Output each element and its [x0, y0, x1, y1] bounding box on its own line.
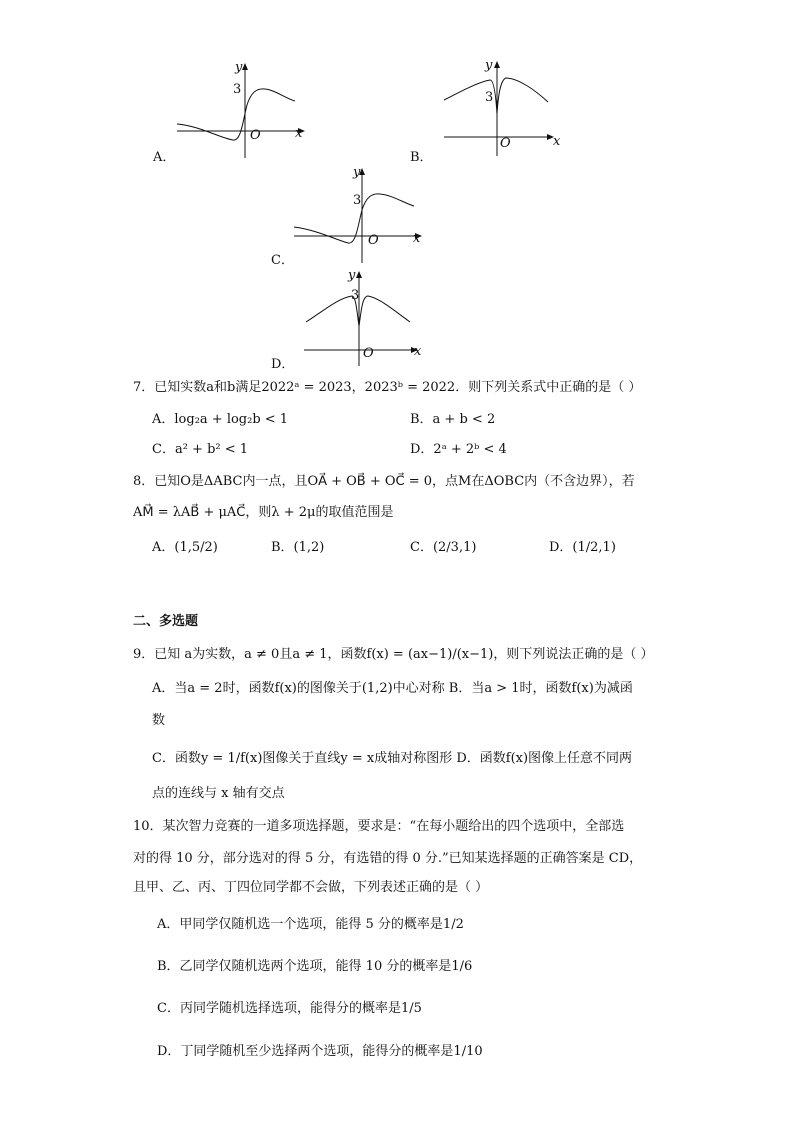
tick-label: 3	[353, 193, 362, 208]
graph-d-label: D．	[271, 357, 295, 372]
q10-stem-line3: 且甲、乙、丙、丁四位同学都不会做，下列表述正确的是（ ）	[133, 880, 489, 895]
q10-option-d: D．丁同学随机至少选择两个选项，能得分的概率是1/10	[157, 1044, 483, 1059]
q9-options-ab: A．当a = 2时，函数f(x)的图像关于(1,2)中心对称 B．当a > 1时，函数f(x)为减函	[152, 681, 633, 696]
q7-stem: 7．已知实数a和b满足2022ᵃ = 2023，2023ᵇ = 2022．则下列关系式中正确的是（ ）	[133, 380, 642, 395]
q8-stem-line1: 8．已知O是ΔABC内一点，且OA⃗ + OB⃗ + OC⃗ = 0，点M在ΔOBC内（不含边界），若	[133, 474, 635, 489]
origin-label: O	[363, 346, 374, 361]
q9-stem: 9．已知 a为实数，a ≠ 0且a ≠ 1，函数f(x) = (ax−1)/(x−1)，则下列说法正确的是（ ）	[133, 647, 654, 662]
graph-d	[300, 268, 430, 368]
origin-label: O	[250, 128, 261, 143]
q10-option-c: C．丙同学随机选择选项，能得分的概率是1/5	[157, 1001, 422, 1016]
tick-label: 3	[351, 288, 360, 303]
origin-label: O	[368, 233, 379, 248]
graph-c	[292, 165, 432, 265]
q9-options-ab-cont: 数	[152, 713, 166, 728]
graph-b	[440, 58, 570, 158]
q8-option-c: C．(2/3,1)	[410, 540, 477, 555]
tick-label: 3	[485, 90, 494, 105]
q10-option-b: B．乙同学仅随机选两个选项，能得 10 分的概率是1/6	[157, 959, 473, 974]
section-heading: 二、多选题	[133, 614, 199, 629]
x-axis-label: x	[553, 134, 561, 149]
origin-label: O	[500, 136, 511, 151]
y-axis-label: y	[348, 268, 356, 283]
q10-stem-line1: 10．某次智力竞赛的一道多项选择题，要求是：“在每小题给出的四个选项中，全部选	[133, 819, 625, 834]
q10-stem-line2: 对的得 10 分，部分选对的得 5 分，有选错的得 0 分.”已知某选择题的正确答案是 CD，	[133, 851, 643, 866]
q8-option-a: A．(1,5/2)	[152, 540, 218, 555]
y-axis-label: y	[353, 165, 361, 180]
y-axis-label: y	[485, 58, 493, 73]
q7-option-c: C．a² + b² < 1	[152, 442, 249, 457]
q7-option-a: A．log₂a + log₂b < 1	[152, 412, 289, 427]
q9-options-cd: C．函数y = 1/f(x)图像关于直线y = x成轴对称图形 D．函数f(x)图像上任意不同两	[152, 751, 633, 766]
q8-option-d: D．(1/2,1)	[549, 540, 616, 555]
q8-stem-line2: AM⃗ = λAB⃗ + μAC⃗，则λ + 2μ的取值范围是	[133, 505, 394, 520]
x-axis-label: x	[295, 126, 303, 141]
q8-option-b: B．(1,2)	[271, 540, 325, 555]
y-axis-label: y	[235, 60, 243, 75]
q7-option-b: B．a + b < 2	[410, 412, 496, 427]
graph-c-label: C．	[271, 253, 294, 268]
q9-options-cd-cont: 点的连线与 x 轴有交点	[152, 786, 285, 801]
x-axis-label: x	[414, 344, 422, 359]
graph-b-label: B．	[410, 150, 433, 165]
q7-option-d: D．2ᵃ + 2ᵇ < 4	[410, 442, 507, 457]
x-axis-label: x	[413, 231, 421, 246]
tick-label: 3	[233, 82, 242, 97]
q10-option-a: A．甲同学仅随机选一个选项，能得 5 分的概率是1/2	[157, 917, 464, 932]
graph-a	[175, 60, 315, 160]
graph-a-label: A．	[153, 150, 176, 165]
